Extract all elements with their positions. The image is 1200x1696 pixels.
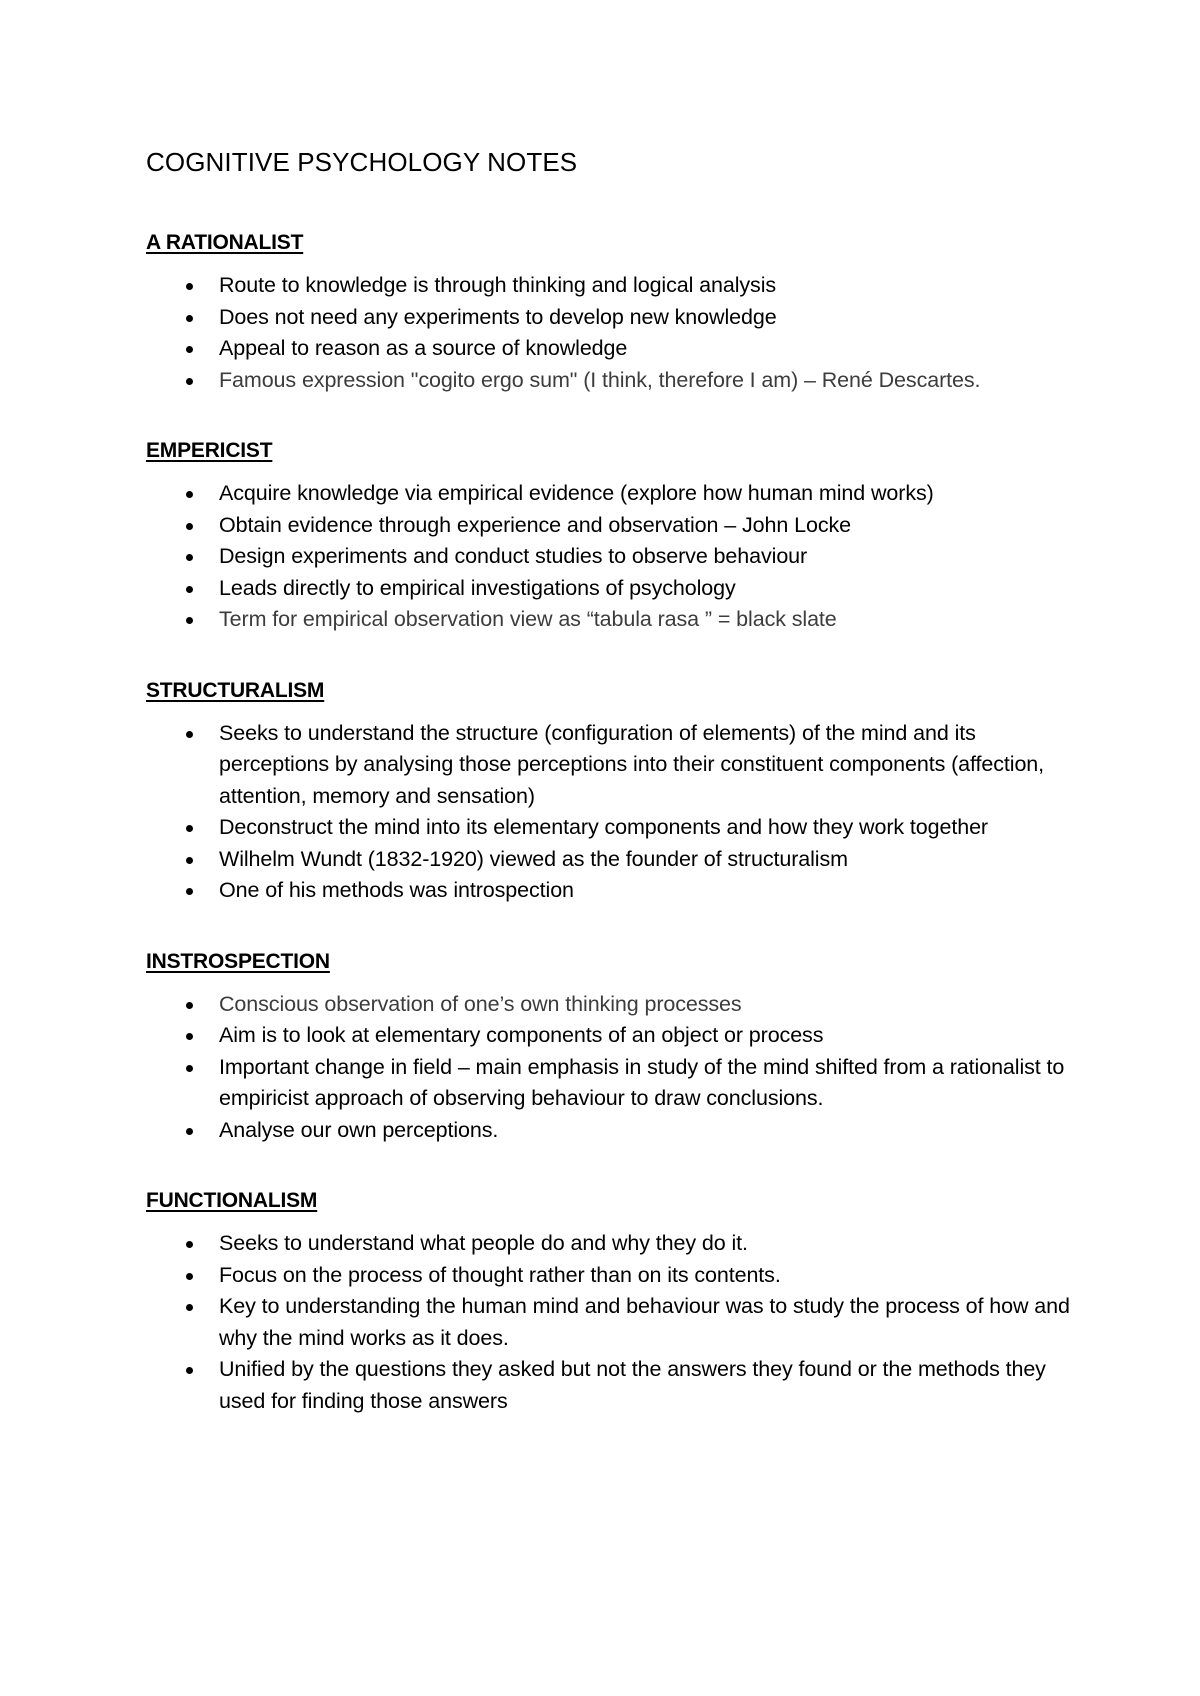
list-item (146, 875, 1076, 907)
list-item (146, 510, 1076, 542)
list-item (146, 1354, 1076, 1417)
section-structuralism (146, 676, 1076, 907)
section-empericist (146, 436, 1076, 636)
list-item-text: One of his methods was introspection (219, 878, 574, 902)
bullet-icon (186, 1241, 193, 1248)
list-item (146, 1228, 1076, 1260)
list-item (146, 844, 1076, 876)
list-item-text: Seeks to understand what people do and why they do it. (219, 1231, 748, 1255)
list-item-text: Important change in field – main emphasis in study of the mind shifted from a rationalist to empiricist approach of observing behaviour to draw conclusions. (219, 1054, 1065, 1110)
bullet-list (146, 718, 1076, 907)
bullet-icon (186, 586, 193, 593)
bullet-list (146, 478, 1076, 636)
list-item-text: Route to knowledge is through thinking and logical analysis (219, 273, 777, 297)
list-item (146, 1052, 1076, 1115)
list-item (146, 270, 1076, 302)
list-item (146, 1291, 1076, 1354)
bullet-icon (186, 523, 193, 530)
section-rationalist (146, 228, 1076, 396)
section-heading: STRUCTURALISM (146, 678, 325, 702)
bullet-icon (186, 1033, 193, 1040)
list-item (146, 333, 1076, 365)
bullet-list (146, 270, 1076, 396)
bullet-icon (186, 378, 193, 385)
bullet-icon (186, 1367, 193, 1374)
document-page (146, 142, 1076, 1457)
list-item-text: Unified by the questions they asked but not the answers they found or the methods they used for finding those answers (219, 1357, 1046, 1413)
list-item-text: Focus on the process of thought rather than on its contents. (219, 1262, 781, 1287)
section-heading: INSTROSPECTION (146, 949, 330, 973)
bullet-icon (186, 857, 193, 864)
bullet-icon (186, 825, 193, 832)
list-item-text: Conscious observation of one’s own thinking processes (219, 991, 742, 1016)
bullet-list (146, 1228, 1076, 1417)
list-item (146, 573, 1076, 605)
list-item (146, 812, 1076, 844)
list-item (146, 365, 1076, 397)
list-item (146, 541, 1076, 573)
list-item (146, 718, 1076, 813)
bullet-icon (186, 1273, 193, 1280)
bullet-icon (186, 617, 193, 624)
list-item-text: Seeks to understand the structure (configuration of elements) of the mind and its perceptions by analysing those perceptions into their constituent components (affection, attention, memory and sensation) (219, 720, 1045, 808)
bullet-list (146, 989, 1076, 1147)
section-heading: A RATIONALIST (146, 231, 304, 254)
list-item-text: Leads directly to empirical investigations of psychology (219, 575, 736, 600)
list-item (146, 1020, 1076, 1052)
list-item-text: Aim is to look at elementary components of an object or process (219, 1023, 824, 1047)
section-heading: FUNCTIONALISM (146, 1189, 318, 1212)
bullet-icon (186, 1065, 193, 1072)
list-item (146, 1115, 1076, 1147)
list-item-text: Deconstruct the mind into its elementary components and how they work together (219, 815, 988, 839)
bullet-icon (186, 491, 193, 498)
bullet-icon (186, 554, 193, 561)
section-heading: EMPERICIST (146, 439, 273, 462)
list-item-text: Acquire knowledge via empirical evidence (explore how human mind works) (219, 481, 934, 505)
list-item (146, 1260, 1076, 1292)
document-title: COGNITIVE PSYCHOLOGY NOTES (146, 147, 578, 177)
list-item-text: Analyse our own perceptions. (219, 1117, 499, 1142)
bullet-icon (186, 1128, 193, 1135)
list-item-text: Wilhelm Wundt (1832-1920) viewed as the founder of structuralism (219, 846, 848, 871)
list-item (146, 989, 1076, 1021)
list-item-text: Famous expression "cogito ergo sum" (I think, therefore I am) – René Descartes. (219, 367, 981, 392)
list-item (146, 478, 1076, 510)
list-item (146, 302, 1076, 334)
list-item-text: Does not need any experiments to develop new knowledge (219, 304, 777, 329)
list-item-text: Appeal to reason as a source of knowledge (219, 336, 628, 360)
list-item (146, 604, 1076, 636)
section-functionalism (146, 1186, 1076, 1417)
bullet-icon (186, 283, 193, 290)
bullet-icon (186, 1304, 193, 1311)
bullet-icon (186, 888, 193, 895)
list-item-text: Design experiments and conduct studies to observe behaviour (219, 544, 808, 568)
list-item-text: Obtain evidence through experience and observation – John Locke (219, 512, 851, 537)
bullet-icon (186, 315, 193, 322)
bullet-icon (186, 1002, 193, 1009)
list-item-text: Key to understanding the human mind and behaviour was to study the process of how and why the mind works as it does. (219, 1294, 1070, 1350)
list-item-text: Term for empirical observation view as “tabula rasa ” = black slate (219, 607, 837, 631)
bullet-icon (186, 346, 193, 353)
section-instrospection (146, 947, 1076, 1147)
bullet-icon (186, 731, 193, 738)
